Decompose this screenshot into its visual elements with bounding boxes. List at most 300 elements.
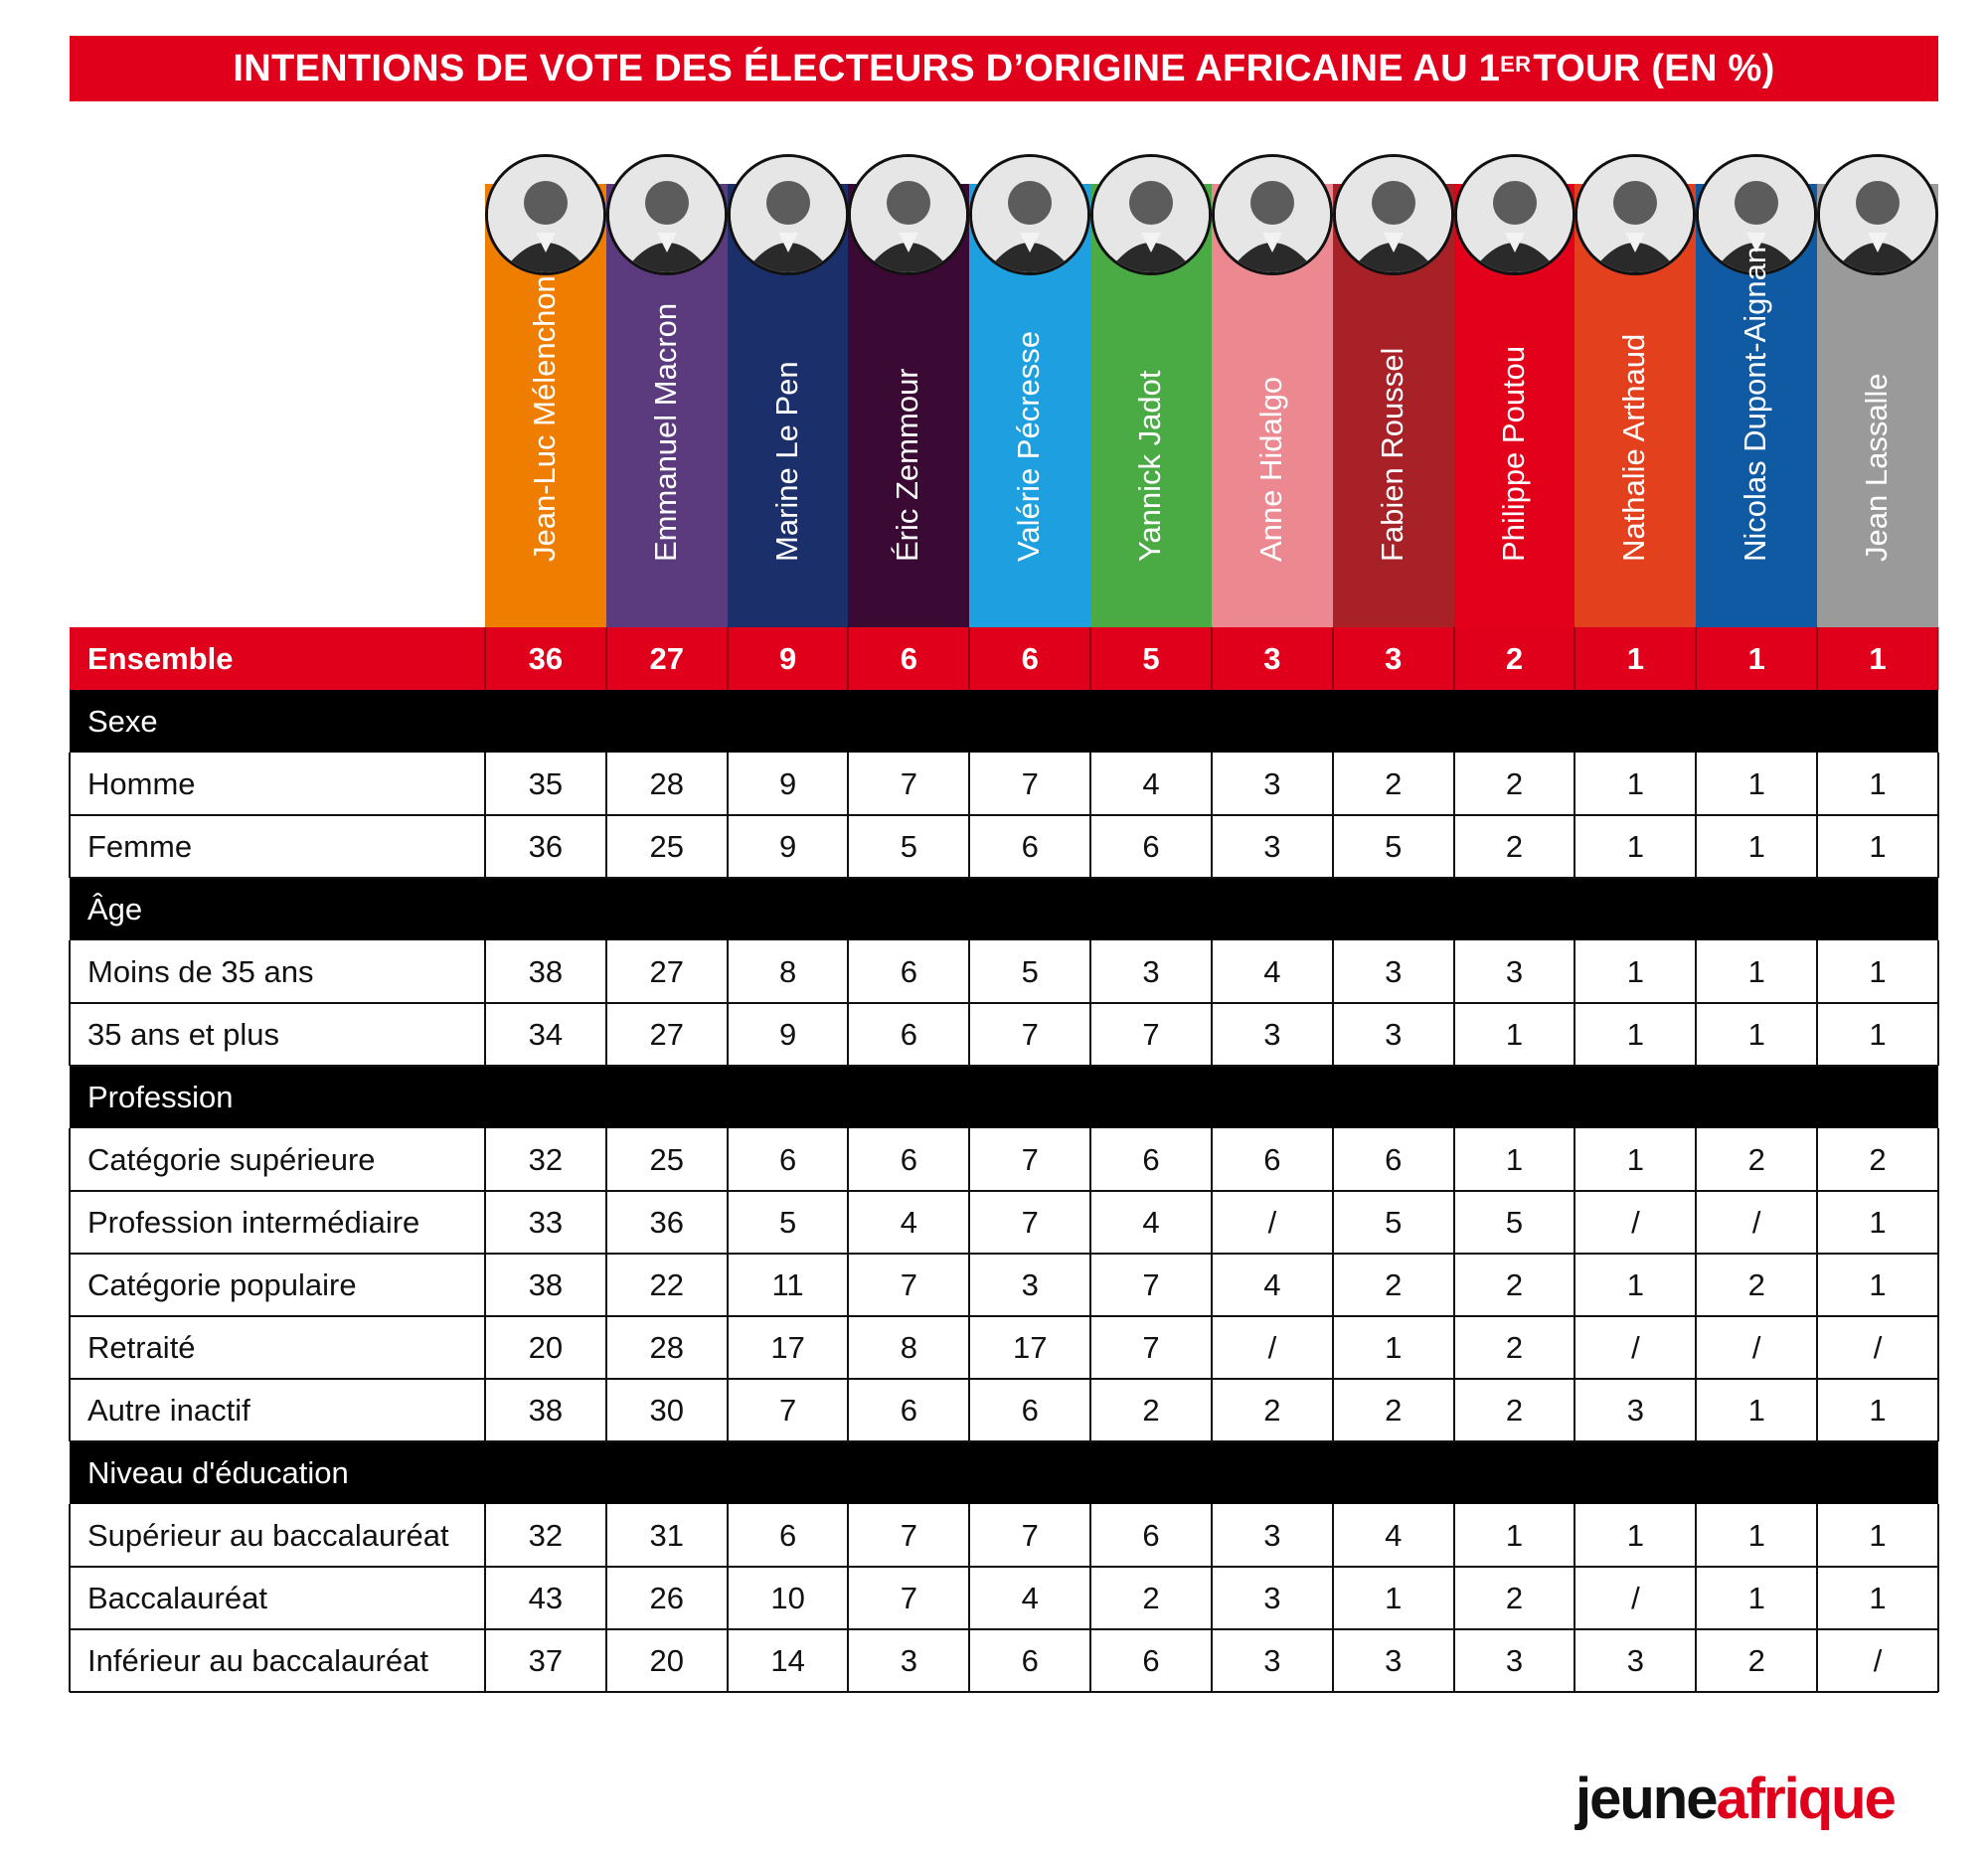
grid-line: [1574, 1316, 1575, 1379]
grid-line: [727, 1191, 729, 1254]
grid-line: [727, 1379, 729, 1441]
value-cell: 6: [900, 953, 918, 989]
grid-line: [1089, 1254, 1091, 1316]
grid-line: [1574, 1191, 1575, 1254]
grid-line: [605, 1003, 607, 1066]
table-row: [70, 1128, 1938, 1191]
grid-line: [1211, 940, 1213, 1003]
value-cell: 1: [1747, 828, 1765, 864]
grid-line: [484, 1128, 486, 1191]
value-cell: 2: [1505, 1266, 1524, 1302]
value-cell: /: [1267, 1204, 1277, 1240]
row-label: 35 ans et plus: [87, 1016, 280, 1052]
candidate-portrait: [606, 154, 728, 275]
value-cell: 6: [900, 1016, 918, 1052]
row-label: Niveau d'éducation: [87, 1454, 349, 1490]
grid-line: [1453, 940, 1455, 1003]
grid-line: [1453, 753, 1455, 815]
value-cell: 6: [1021, 1392, 1039, 1428]
grid-line: [1211, 1191, 1213, 1254]
grid-line: [1453, 1316, 1455, 1379]
value-cell: 32: [528, 1517, 564, 1553]
grid-line: [484, 1379, 486, 1441]
value-cell: 1: [1869, 1266, 1887, 1302]
value-cell: 7: [900, 1266, 918, 1302]
value-cell: 22: [649, 1266, 684, 1302]
grid-line: [605, 1504, 607, 1567]
grid-line: [1816, 940, 1818, 1003]
value-cell: 28: [649, 1329, 684, 1365]
grid-line: [69, 815, 71, 878]
value-cell: 7: [778, 1392, 797, 1428]
value-cell: 2: [1505, 765, 1524, 801]
value-cell: 1: [1869, 1204, 1887, 1240]
grid-line: [1089, 753, 1091, 815]
grid-line: [968, 1191, 970, 1254]
value-cell: 4: [1385, 1517, 1403, 1553]
grid-line: [1089, 1379, 1091, 1441]
grid-line: [1816, 1567, 1818, 1629]
grid-line: [1089, 1003, 1091, 1066]
value-cell: 2: [1505, 1392, 1524, 1428]
grid-line: [484, 1316, 486, 1379]
table-row: [70, 1191, 1938, 1254]
value-cell: 5: [1021, 953, 1039, 989]
grid-line: [1332, 753, 1334, 815]
grid-line: [1211, 1128, 1213, 1191]
value-cell: 1: [1747, 765, 1765, 801]
grid-line: [70, 1002, 1938, 1004]
value-cell: 7: [1021, 765, 1039, 801]
candidate-name: Anne Hidalgo: [1252, 376, 1288, 562]
value-cell: 6: [1142, 828, 1160, 864]
grid-line: [1695, 1629, 1697, 1692]
grid-line: [1695, 1379, 1697, 1441]
grid-line: [1332, 815, 1334, 878]
value-cell: 6: [1142, 1517, 1160, 1553]
grid-line: [605, 1128, 607, 1191]
value-cell: 1: [1869, 1517, 1887, 1553]
grid-line: [605, 1567, 607, 1629]
candidate-portrait: [1817, 154, 1938, 275]
grid-line: [1089, 1629, 1091, 1692]
grid-line: [70, 1190, 1938, 1192]
row-label: Moins de 35 ans: [87, 953, 314, 989]
value-cell: /: [1631, 1204, 1640, 1240]
value-cell: 3: [1385, 953, 1403, 989]
grid-line: [1211, 753, 1213, 815]
value-cell: 3: [1263, 765, 1281, 801]
value-cell: 3: [1385, 640, 1403, 676]
grid-line: [1574, 1567, 1575, 1629]
value-cell: 5: [900, 828, 918, 864]
row-label: Profession intermédiaire: [87, 1204, 420, 1240]
grid-line: [968, 1316, 970, 1379]
ensemble-row: [70, 627, 1938, 690]
grid-line: [1453, 1191, 1455, 1254]
row-label: Âge: [87, 891, 143, 926]
value-cell: 1: [1626, 765, 1644, 801]
grid-line: [1453, 1003, 1455, 1066]
candidate-column: [1696, 184, 1817, 627]
value-cell: 6: [900, 1392, 918, 1428]
value-cell: 1: [1626, 1016, 1644, 1052]
value-cell: 3: [1263, 828, 1281, 864]
grid-line: [484, 940, 486, 1003]
grid-line: [1332, 940, 1334, 1003]
grid-line: [847, 1504, 849, 1567]
grid-line: [70, 877, 1938, 879]
value-cell: 1: [1626, 1266, 1644, 1302]
value-cell: 1: [1626, 1141, 1644, 1177]
value-cell: 1: [1505, 1016, 1524, 1052]
grid-line: [1937, 627, 1939, 690]
value-cell: 3: [1263, 1642, 1281, 1678]
grid-line: [70, 1253, 1938, 1255]
grid-line: [69, 1379, 71, 1441]
value-cell: 1: [1626, 828, 1644, 864]
value-cell: 2: [1747, 1642, 1765, 1678]
value-cell: 4: [1263, 953, 1281, 989]
grid-line: [1937, 1567, 1939, 1629]
grid-line: [847, 1254, 849, 1316]
value-cell: 7: [900, 765, 918, 801]
grid-line: [1211, 1254, 1213, 1316]
grid-line: [69, 1504, 71, 1567]
grid-line: [70, 1315, 1938, 1317]
section-header-row: [70, 690, 1938, 753]
grid-line: [847, 1629, 849, 1692]
value-cell: 3: [1626, 1392, 1644, 1428]
value-cell: 5: [778, 1204, 797, 1240]
value-cell: 28: [649, 765, 684, 801]
candidate-name: Nathalie Arthaud: [1616, 333, 1652, 562]
grid-line: [1211, 1504, 1213, 1567]
grid-line: [1937, 1629, 1939, 1692]
grid-line: [1937, 940, 1939, 1003]
candidate-name: Emmanuel Macron: [647, 302, 683, 562]
grid-line: [69, 753, 71, 815]
value-cell: 1: [1385, 1580, 1403, 1615]
value-cell: 43: [528, 1580, 564, 1615]
grid-line: [605, 815, 607, 878]
candidate-portrait: [728, 154, 849, 275]
grid-line: [1453, 1567, 1455, 1629]
value-cell: 25: [649, 1141, 684, 1177]
value-cell: 1: [1869, 1392, 1887, 1428]
candidate-column: [969, 184, 1090, 627]
candidate-column: [485, 184, 606, 627]
value-cell: /: [1267, 1329, 1277, 1365]
grid-line: [1695, 1316, 1697, 1379]
value-cell: 6: [778, 1141, 797, 1177]
candidate-name: Jean-Luc Mélenchon: [526, 275, 562, 562]
value-cell: 3: [1263, 1517, 1281, 1553]
grid-line: [1816, 1629, 1818, 1692]
value-cell: 27: [649, 953, 684, 989]
candidate-portrait: [1090, 154, 1212, 275]
grid-line: [1816, 627, 1818, 690]
value-cell: 35: [528, 765, 564, 801]
grid-line: [484, 753, 486, 815]
value-cell: /: [1873, 1642, 1883, 1678]
grid-line: [1937, 1254, 1939, 1316]
value-cell: 1: [1626, 640, 1644, 676]
grid-line: [847, 1128, 849, 1191]
grid-line: [484, 1629, 486, 1692]
candidate-name: Fabien Roussel: [1374, 347, 1409, 562]
grid-line: [1211, 627, 1213, 690]
value-cell: 27: [649, 1016, 684, 1052]
value-cell: 2: [1747, 1141, 1765, 1177]
value-cell: 7: [1021, 1517, 1039, 1553]
value-cell: 3: [1626, 1642, 1644, 1678]
value-cell: 1: [1747, 1016, 1765, 1052]
grid-line: [968, 1379, 970, 1441]
grid-line: [727, 940, 729, 1003]
section-header-row: [70, 1066, 1938, 1128]
value-cell: /: [1751, 1204, 1761, 1240]
value-cell: 2: [1505, 640, 1524, 676]
row-label: Femme: [87, 828, 193, 864]
row-label: Baccalauréat: [87, 1580, 267, 1615]
candidate-column: [606, 184, 728, 627]
logo-part-afrique: afrique: [1716, 1767, 1895, 1831]
value-cell: 9: [778, 1016, 797, 1052]
table-row: [70, 1316, 1938, 1379]
grid-line: [1089, 1504, 1091, 1567]
grid-line: [1695, 753, 1697, 815]
grid-line: [1937, 815, 1939, 878]
value-cell: 1: [1626, 1517, 1644, 1553]
value-cell: 36: [528, 640, 564, 676]
grid-line: [968, 753, 970, 815]
grid-line: [1211, 1567, 1213, 1629]
grid-line: [69, 940, 71, 1003]
value-cell: 1: [1747, 953, 1765, 989]
value-cell: 4: [1142, 765, 1160, 801]
candidate-portrait: [1212, 154, 1333, 275]
value-cell: /: [1751, 1329, 1761, 1365]
grid-line: [1816, 1254, 1818, 1316]
grid-line: [1937, 1128, 1939, 1191]
value-cell: 2: [1385, 1392, 1403, 1428]
grid-line: [1332, 1191, 1334, 1254]
candidate-portrait: [848, 154, 969, 275]
grid-line: [847, 1191, 849, 1254]
value-cell: 3: [1021, 1266, 1039, 1302]
value-cell: 6: [900, 1141, 918, 1177]
value-cell: 4: [900, 1204, 918, 1240]
grid-line: [968, 1567, 970, 1629]
grid-line: [1089, 940, 1091, 1003]
grid-line: [69, 1567, 71, 1629]
grid-line: [1937, 1504, 1939, 1567]
value-cell: 4: [1021, 1580, 1039, 1615]
value-cell: 2: [1869, 1141, 1887, 1177]
candidate-name: Nicolas Dupont-Aignan: [1738, 246, 1773, 562]
grid-line: [1574, 1254, 1575, 1316]
jeune-afrique-logo: [1575, 1766, 1895, 1832]
grid-line: [1695, 1003, 1697, 1066]
value-cell: 36: [649, 1204, 684, 1240]
grid-line: [1332, 1128, 1334, 1191]
value-cell: 6: [1021, 640, 1039, 676]
grid-line: [69, 1191, 71, 1254]
grid-line: [1695, 1191, 1697, 1254]
value-cell: 1: [1385, 1329, 1403, 1365]
table-row: [70, 1003, 1938, 1066]
value-cell: 9: [778, 828, 797, 864]
grid-line: [1574, 1629, 1575, 1692]
candidate-name: Marine Le Pen: [768, 361, 804, 562]
value-cell: 27: [649, 640, 684, 676]
grid-line: [1816, 1504, 1818, 1567]
grid-line: [1816, 1191, 1818, 1254]
candidate-column: [1333, 184, 1454, 627]
value-cell: 5: [1385, 828, 1403, 864]
value-cell: 2: [1263, 1392, 1281, 1428]
candidate-portrait: [1574, 154, 1696, 275]
grid-line: [1816, 1128, 1818, 1191]
value-cell: 20: [528, 1329, 564, 1365]
logo-part-jeune: jeune: [1575, 1767, 1717, 1831]
grid-line: [1089, 1128, 1091, 1191]
grid-line: [1695, 940, 1697, 1003]
row-label: Autre inactif: [87, 1392, 250, 1428]
grid-line: [70, 1065, 1938, 1067]
grid-line: [1453, 1254, 1455, 1316]
value-cell: 1: [1869, 828, 1887, 864]
grid-line: [1695, 815, 1697, 878]
grid-line: [69, 1128, 71, 1191]
grid-line: [727, 1128, 729, 1191]
table-row: [70, 815, 1938, 878]
grid-line: [1695, 1128, 1697, 1191]
candidate-column: [848, 184, 969, 627]
value-cell: /: [1631, 1329, 1640, 1365]
value-cell: 6: [1142, 1642, 1160, 1678]
value-cell: 3: [900, 1642, 918, 1678]
candidate-portrait: [1333, 154, 1454, 275]
grid-line: [484, 1254, 486, 1316]
grid-line: [70, 1628, 1938, 1630]
section-header-row: [70, 1441, 1938, 1504]
grid-line: [727, 1567, 729, 1629]
grid-line: [1332, 1254, 1334, 1316]
grid-line: [727, 1254, 729, 1316]
grid-line: [69, 1254, 71, 1316]
grid-line: [484, 1003, 486, 1066]
grid-line: [727, 1316, 729, 1379]
grid-line: [1089, 627, 1091, 690]
value-cell: 7: [1021, 1016, 1039, 1052]
value-cell: 3: [1263, 1580, 1281, 1615]
grid-line: [484, 1567, 486, 1629]
value-cell: 14: [770, 1642, 805, 1678]
value-cell: 6: [900, 640, 918, 676]
table-row: [70, 753, 1938, 815]
candidate-column: [1574, 184, 1696, 627]
grid-line: [605, 1379, 607, 1441]
value-cell: 32: [528, 1141, 564, 1177]
candidate-column: [1454, 184, 1575, 627]
title-text-end: TOUR (EN %): [1533, 47, 1775, 89]
grid-line: [968, 1504, 970, 1567]
value-cell: 38: [528, 1266, 564, 1302]
grid-line: [847, 1567, 849, 1629]
grid-line: [1574, 1003, 1575, 1066]
row-label: Catégorie populaire: [87, 1266, 357, 1302]
value-cell: 1: [1626, 953, 1644, 989]
value-cell: /: [1631, 1580, 1640, 1615]
grid-line: [1453, 815, 1455, 878]
grid-line: [1453, 627, 1455, 690]
table-row: [70, 1254, 1938, 1316]
title-text: INTENTIONS DE VOTE DES ÉLECTEURS D’ORIGINE AFRICAINE AU 1: [233, 47, 1501, 89]
value-cell: 1: [1505, 1141, 1524, 1177]
grid-line: [605, 1316, 607, 1379]
value-cell: 2: [1385, 765, 1403, 801]
value-cell: 3: [1385, 1016, 1403, 1052]
table-row: [70, 1504, 1938, 1567]
grid-line: [1695, 1504, 1697, 1567]
value-cell: 26: [649, 1580, 684, 1615]
value-cell: 6: [1142, 1141, 1160, 1177]
value-cell: 7: [1142, 1266, 1160, 1302]
value-cell: 6: [1263, 1141, 1281, 1177]
value-cell: 3: [1385, 1642, 1403, 1678]
grid-line: [1453, 1504, 1455, 1567]
grid-line: [1816, 1379, 1818, 1441]
table-row: [70, 1379, 1938, 1441]
candidate-column: [1090, 184, 1212, 627]
grid-line: [1089, 1316, 1091, 1379]
grid-line: [968, 1629, 970, 1692]
value-cell: 2: [1747, 1266, 1765, 1302]
grid-line: [1816, 815, 1818, 878]
candidate-column: [1817, 184, 1938, 627]
value-cell: 8: [900, 1329, 918, 1365]
grid-line: [484, 1504, 486, 1567]
value-cell: 5: [1142, 640, 1160, 676]
candidate-name: Yannick Jadot: [1132, 370, 1168, 562]
grid-line: [1332, 1003, 1334, 1066]
grid-line: [847, 940, 849, 1003]
grid-line: [484, 627, 486, 690]
grid-line: [605, 1254, 607, 1316]
value-cell: 33: [528, 1204, 564, 1240]
value-cell: 7: [1142, 1016, 1160, 1052]
value-cell: 2: [1385, 1266, 1403, 1302]
grid-line: [968, 815, 970, 878]
grid-line: [605, 627, 607, 690]
grid-line: [847, 753, 849, 815]
grid-line: [69, 1003, 71, 1066]
value-cell: 7: [1142, 1329, 1160, 1365]
grid-line: [847, 1003, 849, 1066]
grid-line: [727, 1504, 729, 1567]
row-label: Homme: [87, 765, 196, 801]
candidate-name: Valérie Pécresse: [1011, 330, 1047, 562]
table-row: [70, 1629, 1938, 1692]
grid-line: [727, 815, 729, 878]
grid-line: [69, 1316, 71, 1379]
grid-line: [1332, 1629, 1334, 1692]
grid-line: [727, 1629, 729, 1692]
grid-line: [605, 1629, 607, 1692]
value-cell: 34: [528, 1016, 564, 1052]
